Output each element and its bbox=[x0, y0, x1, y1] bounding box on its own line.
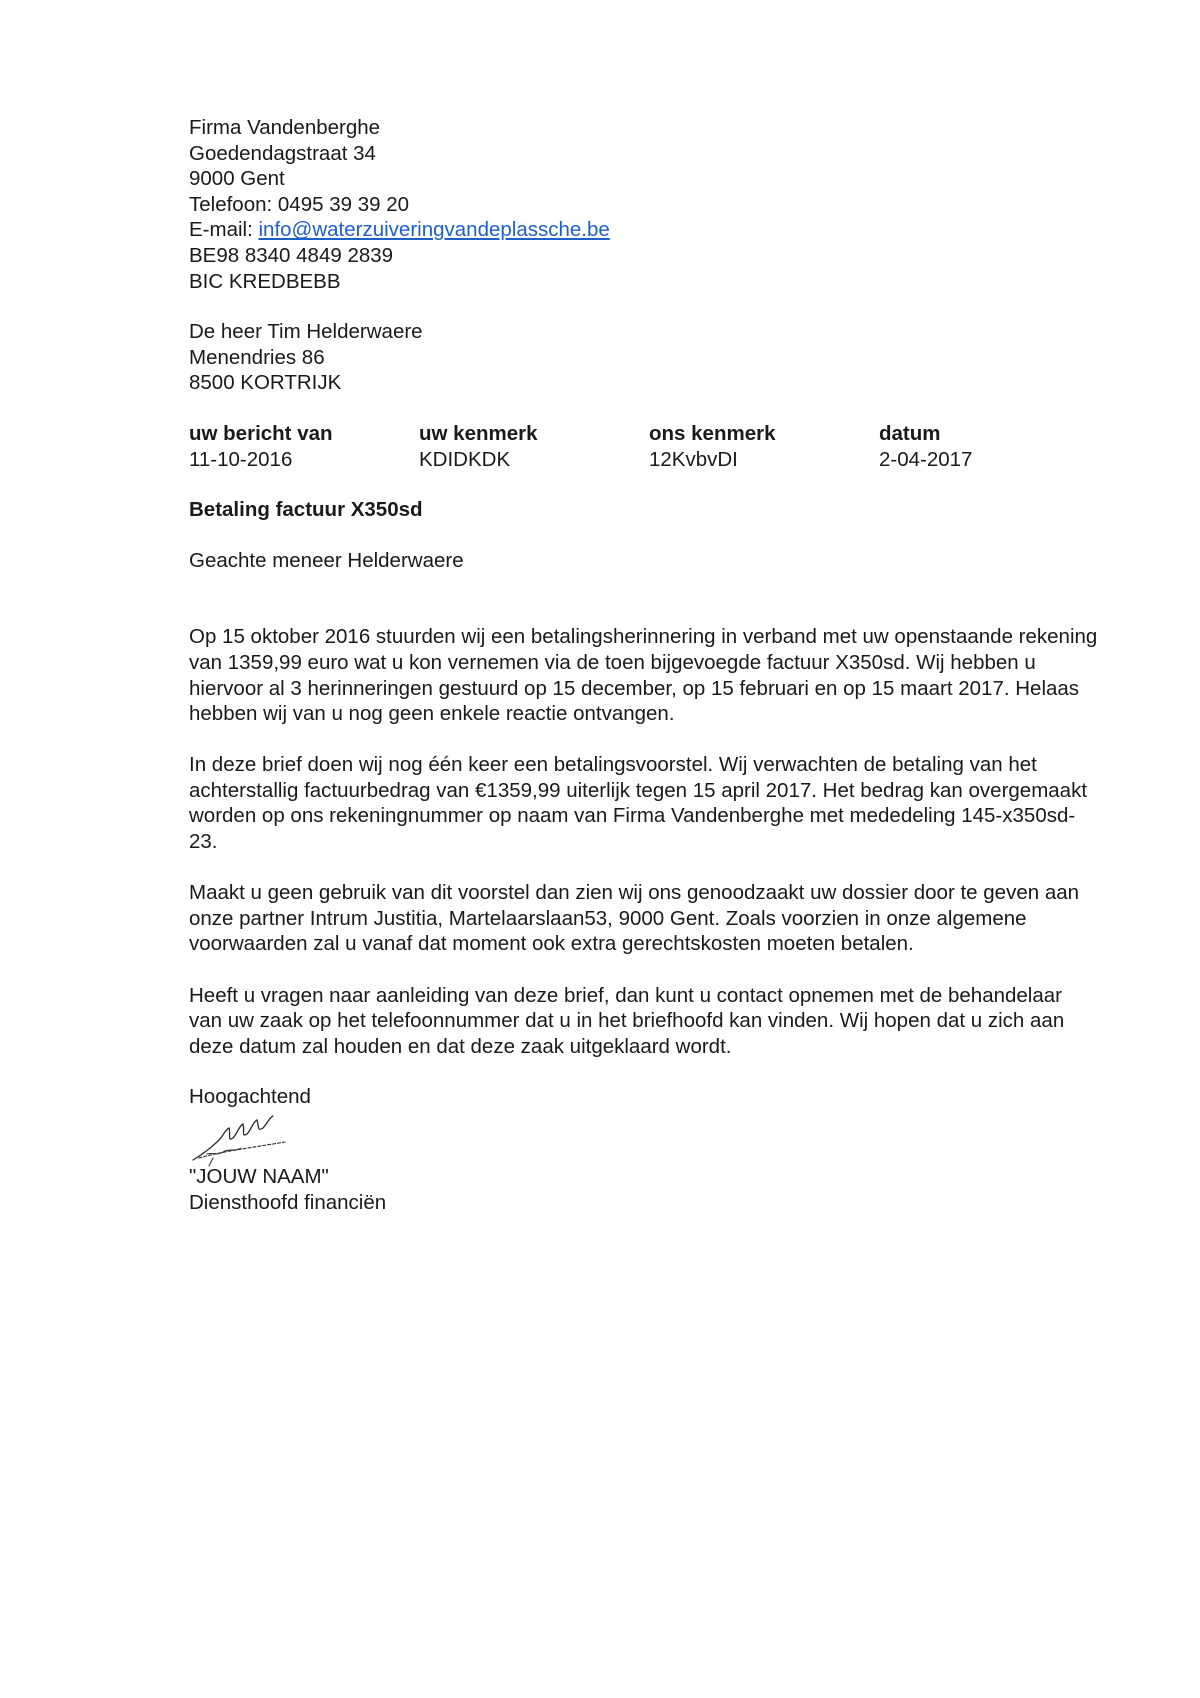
closing-block bbox=[189, 1084, 1089, 1215]
ref-header-ons-kenmerk: ons kenmerk bbox=[649, 421, 776, 445]
recipient-name: De heer Tim Helderwaere bbox=[189, 320, 423, 344]
closing-greeting: Hoogachtend bbox=[189, 1085, 311, 1109]
letter-subject: Betaling factuur X350sd bbox=[189, 498, 423, 522]
ref-value-uw-bericht-van: 11-10-2016 bbox=[189, 447, 293, 471]
ref-value-datum: 2-04-2017 bbox=[879, 447, 973, 471]
email-link[interactable]: info@waterzuiveringvandeplassche.be bbox=[258, 218, 610, 242]
salutation: Geachte meneer Helderwaere bbox=[189, 548, 464, 572]
sender-phone: Telefoon: 0495 39 39 20 bbox=[189, 192, 409, 216]
recipient-block bbox=[189, 319, 1089, 396]
sender-block bbox=[189, 115, 1089, 294]
paragraph-consequence: Maakt u geen gebruik van dit voorstel dan zien wij ons genoodzaakt uw dossier door te geven aan onze partner Intrum Justitia, Martelaarslaan53, 9000 Gent. Zoals voorzien in onze algemene voorwaarden zal u vanaf dat moment ook extra gerechtskosten moeten betalen. bbox=[189, 881, 1080, 956]
signature-image bbox=[189, 1108, 299, 1168]
ref-header-uw-bericht-van: uw bericht van bbox=[189, 421, 333, 445]
ref-value-ons-kenmerk: 12KvbvDI bbox=[649, 447, 738, 471]
paragraph-contact: Heeft u vragen naar aanleiding van deze brief, dan kunt u contact opnemen met de behandelaar van uw zaak op het telefoonnummer dat u in het briefhoofd kan vinden. Wij hopen dat u zich aan deze datum zal houden en dat deze zaak uitgeklaard wordt. bbox=[189, 983, 1065, 1058]
recipient-city: 8500 KORTRIJK bbox=[189, 371, 342, 395]
signer-title: Diensthoofd financiën bbox=[189, 1190, 387, 1214]
sender-company: Firma Vandenberghe bbox=[189, 116, 381, 139]
sender-email-line bbox=[189, 217, 1089, 243]
sender-city: 9000 Gent bbox=[189, 167, 285, 191]
sender-street: Goedendagstraat 34 bbox=[189, 141, 376, 165]
signer-name: "JOUW NAAM" bbox=[189, 1165, 329, 1188]
recipient-street: Menendries 86 bbox=[189, 345, 325, 369]
paragraph-proposal: In deze brief doen wij nog één keer een betalingsvoorstel. Wij verwachten de betaling van het achterstallig factuurbedrag van €1359,99 uiterlijk tegen 15 april 2017. Het bedrag kan overgemaakt worden op ons rekeningnummer op naam van Firma Vandenberghe met mededeling 145-x350sd-23. bbox=[189, 753, 1088, 854]
paragraph-reminder: Op 15 oktober 2016 stuurden wij een betalingsherinnering in verband met uw openstaande rekening van 1359,99 euro wat u kon vernemen via de toen bijgevoegde factuur X350sd. Wij hebben u hiervoor al 3 herinneringen gestuurd op 15 december, op 15 februari en op 15 maart 2017. Helaas hebben wij van u nog geen enkele reactie ontvangen. bbox=[189, 625, 1098, 726]
reference-table bbox=[189, 421, 1089, 472]
letter-page bbox=[189, 115, 1098, 1215]
ref-value-uw-kenmerk: KDIDKDK bbox=[419, 447, 511, 471]
ref-header-datum: datum bbox=[879, 421, 941, 445]
ref-header-uw-kenmerk: uw kenmerk bbox=[419, 421, 538, 445]
letter-body bbox=[189, 624, 1098, 1059]
email-label: E-mail: bbox=[189, 218, 259, 242]
sender-bic: BIC KREDBEBB bbox=[189, 269, 341, 293]
sender-iban: BE98 8340 4849 2839 bbox=[189, 243, 394, 267]
